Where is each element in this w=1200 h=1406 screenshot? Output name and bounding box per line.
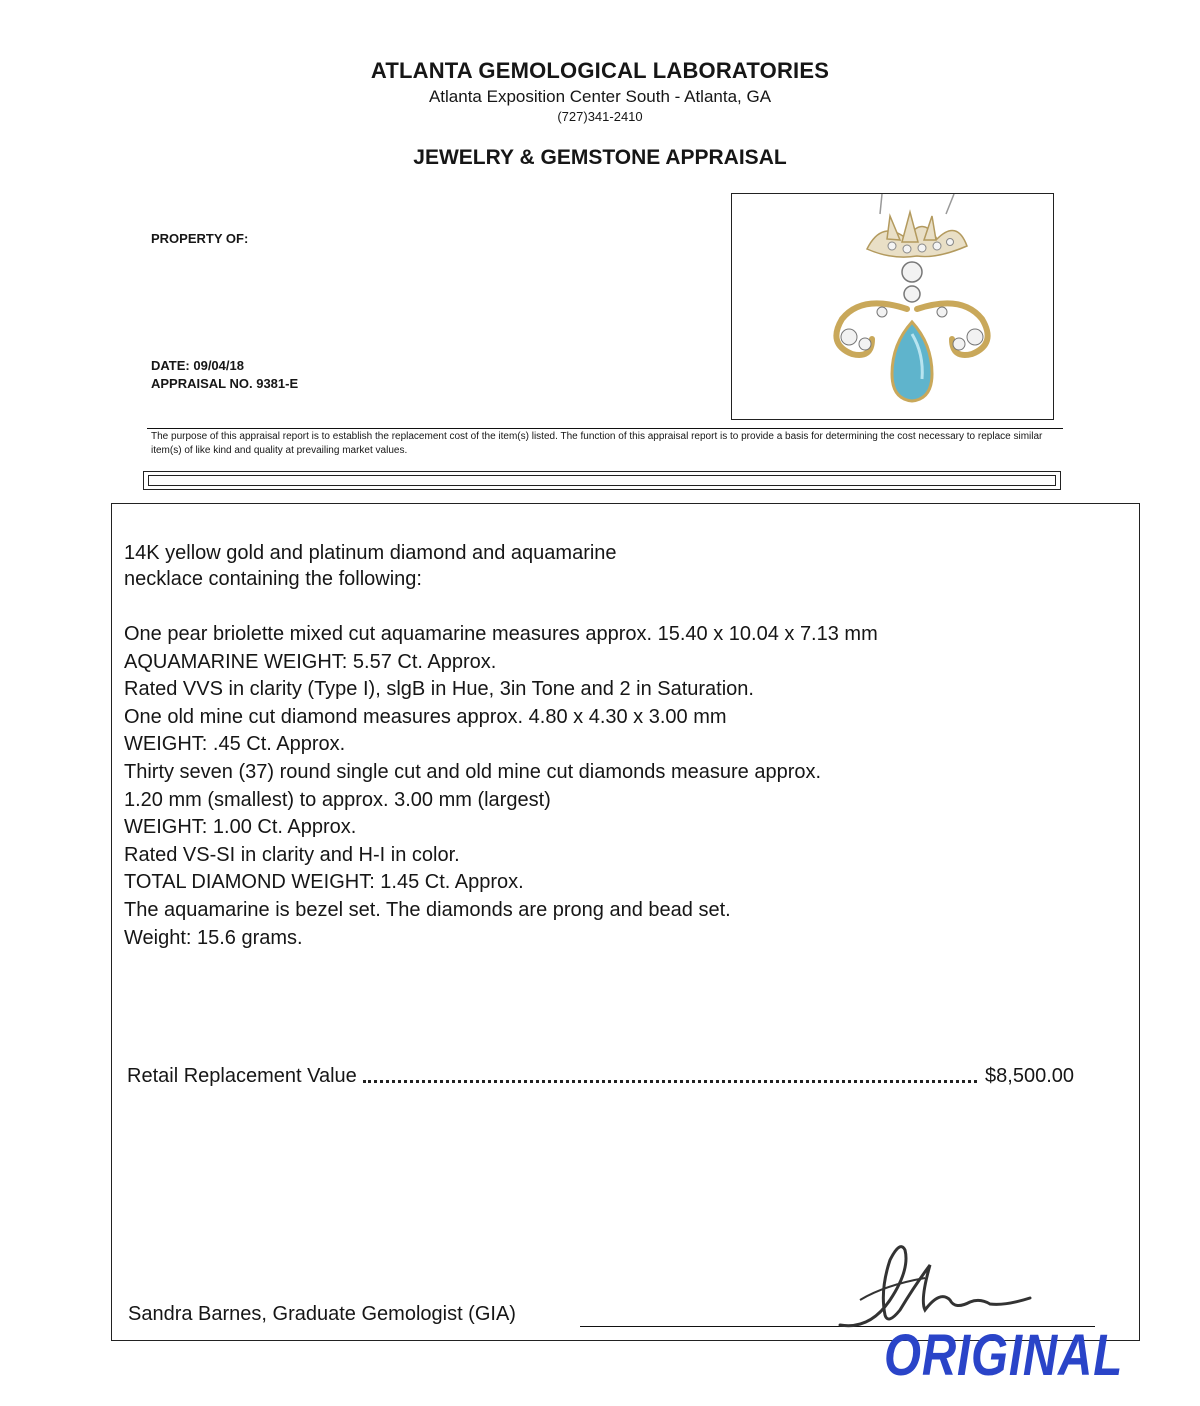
detail-line: WEIGHT: .45 Ct. Approx. [124,733,346,756]
detail-line: WEIGHT: 1.00 Ct. Approx. [124,816,357,839]
intro-line: necklace containing the following: [124,568,422,590]
appraisal-date: DATE: 09/04/18 [151,358,244,373]
detail-line: AQUAMARINE WEIGHT: 5.57 Ct. Approx. [124,650,497,673]
detail-line: Rated VVS in clarity (Type I), slgB in Hue, 3in Tone and 2 in Saturation. [124,678,754,701]
detail-line: TOTAL DIAMOND WEIGHT: 1.45 Ct. Approx. [124,871,524,894]
retail-value-row [127,1058,1074,1088]
lab-name: ATLANTA GEMOLOGICAL LABORATORIES [370,58,830,83]
purpose-divider [147,428,1063,429]
detail-line: Rated VS-SI in clarity and H-I in color. [124,843,460,866]
leader-dots [363,1080,977,1083]
retail-value-label: Retail Replacement Value [127,1065,357,1087]
detail-line: Weight: 15.6 grams. [124,926,303,949]
lab-phone: (727)341-2410 [557,109,643,124]
signer-name: Sandra Barnes, Graduate Gemologist (GIA) [128,1303,516,1325]
intro-line: 14K yellow gold and platinum diamond and aquamarine [124,542,617,564]
original-stamp: ORIGINAL [884,1323,1124,1388]
detail-line: 1.20 mm (smallest) to approx. 3.00 mm (largest) [124,788,551,811]
detail-line: Thirty seven (37) round single cut and old mine cut diamonds measure approx. [124,760,822,783]
detail-line: One old mine cut diamond measures approx. 4.80 x 4.30 x 3.00 mm [124,705,727,728]
item-details [124,621,878,952]
document-title: JEWELRY & GEMSTONE APPRAISAL [413,146,787,169]
appraisal-number: APPRAISAL NO. 9381-E [151,376,299,391]
retail-value-amount: $8,500.00 [985,1065,1074,1087]
decorative-inner-bar [148,475,1056,486]
detail-line: One pear briolette mixed cut aquamarine measures approx. 15.40 x 10.04 x 7.13 mm [124,623,878,645]
necklace-photo [731,193,1054,420]
detail-line: The aquamarine is bezel set. The diamonds are prong and bead set. [124,898,731,921]
lab-address: Atlanta Exposition Center South - Atlanta, GA [428,87,772,106]
purpose-statement: The purpose of this appraisal report is to establish the replacement cost of the item(s) listed. The function of this appraisal report is to provide a basis for determining the cost necessary to replace similar item(s) of like kind and quality at prevailing market values. [151,431,1043,456]
item-intro [124,540,617,592]
property-of-label: PROPERTY OF: [151,231,249,246]
necklace-pendant-image [732,194,1053,419]
